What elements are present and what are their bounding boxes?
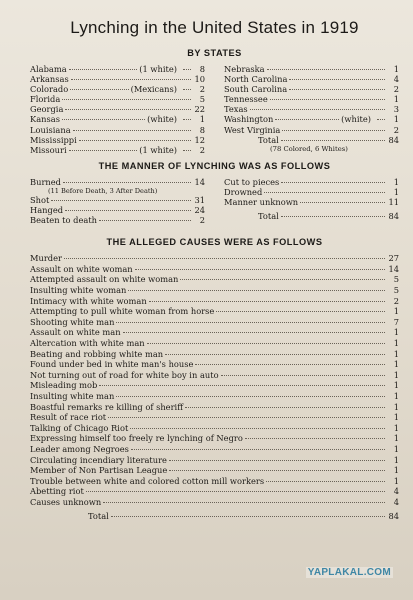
states-total-label: Total	[258, 134, 279, 145]
leader-dots	[183, 89, 191, 90]
row-label: Assault on white man	[30, 327, 121, 338]
table-row	[30, 327, 399, 338]
leader-dots	[245, 438, 385, 439]
leader-dots	[99, 385, 385, 386]
table-row	[224, 125, 399, 135]
row-label: Member of Non Partisan League	[30, 465, 168, 476]
leader-dots	[289, 89, 385, 90]
row-label: Mississippi	[30, 134, 77, 145]
row-value: 1	[393, 176, 399, 187]
row-value: 31	[194, 194, 205, 205]
row-value: 22	[194, 104, 205, 115]
states-table	[30, 64, 399, 155]
row-label: Misleading mob	[30, 380, 98, 391]
leader-dots	[130, 428, 385, 429]
site-watermark: YAPLAKAL.COM	[307, 567, 391, 578]
leader-dots	[69, 150, 138, 151]
row-label: Trouble between white and colored cotton mill workers	[30, 475, 265, 486]
row-value: 1	[393, 359, 399, 370]
row-label: Colorado	[30, 84, 69, 95]
row-label: Georgia	[30, 104, 64, 115]
row-value: 24	[194, 205, 205, 216]
row-label: Circulating incendiary literature	[30, 454, 167, 465]
leader-dots	[63, 182, 191, 183]
table-row	[30, 455, 399, 466]
row-label: Not turning out of road for white boy in auto	[30, 369, 219, 380]
row-label: Found under bed in white man's house	[30, 359, 194, 370]
table-row	[30, 465, 399, 476]
row-label: Leader among Negroes	[30, 443, 129, 454]
row-label: Missouri	[30, 144, 67, 155]
leader-dots	[64, 258, 385, 259]
row-value: 2	[199, 215, 205, 226]
row-label: West Virginia	[224, 124, 281, 135]
row-value: 1	[393, 422, 399, 433]
row-label: Beating and robbing white man	[30, 348, 164, 359]
leader-dots	[282, 130, 385, 131]
row-label: Intimacy with white woman	[30, 295, 147, 306]
table-row	[30, 296, 399, 307]
row-label: Florida	[30, 94, 61, 105]
leader-dots	[180, 279, 385, 280]
row-note: (white)	[341, 114, 371, 125]
table-row	[30, 349, 399, 360]
table-row	[30, 412, 399, 423]
row-label: Tennessee	[224, 94, 268, 105]
row-label: North Carolina	[224, 74, 288, 85]
row-value: 4	[393, 74, 399, 85]
row-label: Altercation with white man	[30, 337, 145, 348]
leader-dots	[135, 269, 385, 270]
row-label: Result of race riot	[30, 412, 107, 423]
leader-dots	[65, 210, 191, 211]
table-row	[30, 370, 399, 381]
table-row	[224, 114, 399, 124]
table-row	[30, 444, 399, 455]
table-row	[224, 74, 399, 84]
row-label: Expressing himself too freely re lynching of Negro	[30, 433, 243, 444]
row-label: Assault on white woman	[30, 263, 133, 274]
table-row	[30, 135, 205, 145]
row-label: Boastful remarks re killing of sheriff	[30, 401, 184, 412]
row-label: Insulting white woman	[30, 285, 127, 295]
table-row	[30, 64, 205, 74]
leader-dots	[70, 89, 128, 90]
leader-dots	[165, 354, 385, 355]
causes-total-value: 84	[388, 511, 399, 522]
row-label: Louisiana	[30, 124, 71, 135]
leader-dots	[79, 140, 191, 141]
table-row	[224, 197, 399, 207]
leader-dots	[216, 311, 385, 312]
row-label: Attempted assault on white woman	[30, 274, 179, 285]
row-value: 5	[199, 94, 205, 105]
row-label: Shooting white man	[30, 316, 115, 327]
row-value: 12	[194, 134, 205, 145]
leader-dots	[116, 396, 385, 397]
row-value: 1	[393, 64, 399, 74]
row-label: Kansas	[30, 114, 60, 125]
leader-dots	[264, 192, 385, 193]
leader-dots	[281, 182, 385, 183]
leader-dots	[183, 150, 191, 151]
table-row	[224, 94, 399, 104]
row-label: Attempting to pull white woman from horse	[30, 306, 215, 317]
leader-dots	[73, 130, 191, 131]
leader-dots	[116, 322, 385, 323]
row-label: Manner unknown	[224, 197, 299, 208]
row-label: South Carolina	[224, 84, 288, 95]
table-row	[224, 177, 399, 187]
table-row	[30, 253, 399, 264]
causes-table	[30, 253, 399, 522]
states-left-column	[30, 64, 205, 155]
row-value: 8	[199, 64, 205, 74]
states-heading: BY STATES	[187, 48, 242, 58]
row-value: 1	[393, 337, 399, 348]
row-label: Insulting white man	[30, 390, 115, 401]
table-row	[30, 195, 205, 205]
leader-dots	[183, 69, 191, 70]
causes-total-label: Total	[88, 511, 109, 522]
causes-heading: THE ALLEGED CAUSES WERE AS FOLLOWS	[106, 237, 323, 248]
row-subnote: (11 Before Death, 3 After Death)	[48, 186, 158, 195]
states-total-row	[224, 135, 399, 145]
row-value: 4	[393, 486, 399, 497]
row-value: 1	[393, 412, 399, 423]
table-row	[30, 423, 399, 434]
row-label: Talking of Chicago Riot	[30, 422, 129, 433]
table-row	[30, 205, 205, 215]
leader-dots	[86, 491, 385, 492]
row-label: Abetting riot	[30, 486, 84, 497]
table-row	[30, 433, 399, 444]
leader-dots	[250, 109, 385, 110]
manner-right-column	[224, 177, 399, 225]
row-label: Hanged	[30, 205, 64, 216]
table-row	[30, 104, 205, 114]
row-value: 8	[199, 124, 205, 135]
leader-dots	[185, 407, 385, 408]
row-value: 1	[393, 114, 399, 125]
row-value: 1	[393, 465, 399, 476]
manner-left-column	[30, 177, 205, 225]
leader-dots	[147, 343, 385, 344]
table-row	[30, 114, 205, 124]
row-value: 27	[388, 253, 399, 264]
states-total-value: 84	[388, 134, 399, 145]
row-value: 1	[393, 475, 399, 486]
row-value: 1	[393, 186, 399, 197]
row-value: 1	[393, 443, 399, 454]
row-label: Burned	[30, 176, 61, 187]
row-note: (white)	[147, 114, 177, 125]
row-label: Arkansas	[30, 74, 69, 85]
table-row	[30, 338, 399, 349]
row-label: Drowned	[224, 186, 263, 197]
manner-total-row	[224, 211, 399, 221]
row-value: 1	[393, 433, 399, 444]
row-label: Beaten to death	[30, 215, 97, 226]
leader-dots	[108, 417, 385, 418]
row-value: 1	[393, 327, 399, 338]
row-label: Washington	[224, 114, 274, 125]
row-label: Texas	[224, 104, 248, 115]
table-row	[30, 359, 399, 370]
manner-table	[30, 177, 399, 225]
row-value: 1	[199, 114, 205, 125]
leader-dots	[131, 449, 385, 450]
row-value: 14	[194, 176, 205, 187]
row-value: 1	[393, 390, 399, 401]
states-total-note: (78 Colored, 6 Whites)	[270, 144, 348, 153]
table-row	[30, 285, 399, 296]
table-row	[30, 486, 399, 497]
leader-dots	[300, 202, 385, 203]
leader-dots	[103, 502, 385, 503]
leader-dots	[183, 119, 191, 120]
row-value: 2	[199, 144, 205, 155]
row-value: 10	[194, 74, 205, 85]
page-title: Lynching in the United States in 1919	[70, 18, 359, 37]
leader-dots	[128, 290, 385, 291]
row-value: 1	[393, 94, 399, 105]
row-value: 14	[388, 263, 399, 274]
row-value: 11	[388, 197, 399, 208]
leader-dots	[289, 79, 385, 80]
row-value: 2	[393, 295, 399, 306]
row-value: 2	[199, 84, 205, 95]
table-row	[30, 215, 205, 225]
table-row	[30, 476, 399, 487]
table-row	[224, 84, 399, 94]
row-value: 1	[393, 380, 399, 391]
row-value: 2	[393, 124, 399, 135]
leader-dots	[169, 460, 385, 461]
causes-total-row	[30, 511, 399, 522]
table-row	[30, 84, 205, 94]
table-row	[30, 402, 399, 413]
leader-dots	[62, 99, 191, 100]
row-value: 2	[393, 84, 399, 95]
table-row	[30, 391, 399, 402]
row-value: 7	[393, 316, 399, 327]
row-value: 1	[393, 348, 399, 359]
leader-dots	[149, 301, 385, 302]
leader-dots	[377, 119, 385, 120]
row-value: 1	[393, 454, 399, 465]
leader-dots	[266, 481, 385, 482]
manner-total-value: 84	[388, 211, 399, 222]
leader-dots	[123, 332, 385, 333]
row-label: Cut to pieces	[224, 176, 280, 187]
manner-heading: THE MANNER OF LYNCHING WAS AS FOLLOWS	[98, 160, 331, 171]
leader-dots	[275, 119, 339, 120]
leader-dots	[221, 375, 385, 376]
leader-dots	[69, 69, 138, 70]
table-row	[224, 64, 399, 74]
row-label: Shot	[30, 194, 50, 205]
table-row	[224, 104, 399, 114]
leader-dots	[270, 99, 385, 100]
table-row	[30, 74, 205, 84]
leader-dots	[267, 69, 385, 70]
states-right-column	[224, 64, 399, 155]
table-row	[30, 380, 399, 391]
row-label: Murder	[30, 253, 62, 264]
table-row	[30, 125, 205, 135]
table-row	[30, 306, 399, 317]
row-value: 5	[393, 285, 399, 295]
manner-total-label: Total	[258, 211, 279, 222]
row-value: 5	[393, 274, 399, 285]
row-note: (1 white)	[139, 64, 177, 74]
table-row	[30, 497, 399, 508]
row-note: (1 white)	[139, 144, 177, 155]
leader-dots	[65, 109, 191, 110]
row-value: 3	[393, 104, 399, 115]
table-row	[30, 264, 399, 275]
leader-dots	[51, 200, 191, 201]
row-label: Causes unknown	[30, 496, 102, 507]
row-value: 4	[393, 496, 399, 507]
row-label: Nebraska	[224, 64, 265, 74]
table-row	[30, 317, 399, 328]
table-row	[224, 187, 399, 197]
leader-dots	[169, 470, 385, 471]
table-row	[30, 145, 205, 155]
row-note: (Mexicans)	[130, 84, 177, 95]
leader-dots	[71, 79, 191, 80]
row-value: 1	[393, 369, 399, 380]
leader-dots	[195, 364, 385, 365]
leader-dots	[62, 119, 145, 120]
row-value: 1	[393, 401, 399, 412]
table-row	[30, 177, 205, 187]
leader-dots	[99, 220, 191, 221]
table-row	[30, 274, 399, 285]
table-row	[30, 94, 205, 104]
row-label: Alabama	[30, 64, 67, 74]
row-value: 1	[393, 306, 399, 317]
